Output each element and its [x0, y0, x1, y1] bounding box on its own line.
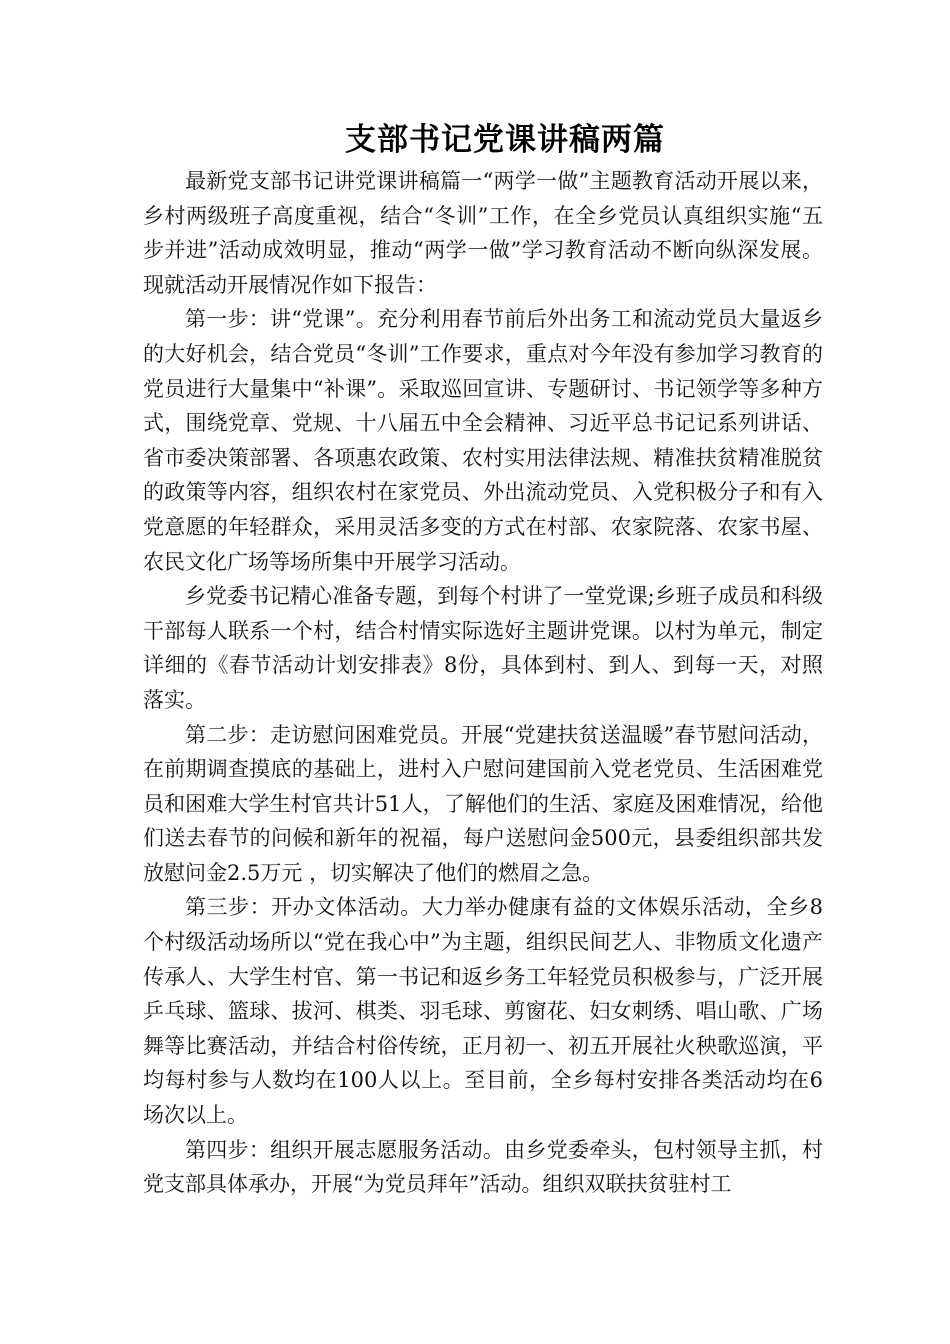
document-title: 支部书记党课讲稿两篇	[345, 122, 665, 158]
document-body	[143, 164, 823, 1202]
paragraph-party-lecture: 乡党委书记精心准备专题，到每个村讲了一堂党课;乡班子成员和科级干部每人联系一个村，结合村情实际选好主题讲党课。以村为单元，制定详细的《春节活动计划安排表》8份，具体到村、到人、到每一天，对照落实。	[143, 584, 823, 712]
paragraph-step-one: 第一步：讲“党课”。充分利用春节前后外出务工和流动党员大量返乡的大好机会，结合党员“冬训”工作要求，重点对今年没有参加学习教育的党员进行大量集中“补课”。采取巡回宣讲、专题研讨、书记领学等多种方式，围绕党章、党规、十八届五中全会精神、习近平总书记记系列讲话、省市委决策部署、各项惠农政策、农村实用法律法规、精准扶贫精准脱贫的政策等内容，组织农村在家党员、外出流动党员、入党积极分子和有入党意愿的年轻群众，采用灵活多变的方式在村部、农家院落、农家书屋、农民文化广场等场所集中开展学习活动。	[143, 307, 823, 574]
paragraph-step-two: 第二步：走访慰问困难党员。开展“党建扶贫送温暖”春节慰问活动，在前期调查摸底的基础上，进村入户慰问建国前入党老党员、生活困难党员和困难大学生村官共计51人，了解他们的生活、家庭及困难情况，给他们送去春节的问候和新年的祝福，每户送慰问金500元，县委组织部共发放慰问金2.5万元 ，切实解决了他们的燃眉之急。	[143, 722, 823, 885]
paragraph-step-three: 第三步：开办文体活动。大力举办健康有益的文体娱乐活动，全乡8个村级活动场所以“党在我心中”为主题，组织民间艺人、非物质文化遗产传承人、大学生村官、第一书记和返乡务工年轻党员积极参与，广泛开展乒乓球、篮球、拔河、棋类、羽毛球、剪窗花、妇女刺绣、唱山歌、广场舞等比赛活动，并结合村俗传统，正月初一、初五开展社火秧歌巡演，平均每村参与人数均在100人以上。至目前，全乡每村安排各类活动均在6场次以上。	[143, 895, 823, 1128]
paragraph-intro: 最新党支部书记讲党课讲稿篇一“两学一做”主题教育活动开展以来，乡村两级班子高度重视，结合“冬训”工作，在全乡党员认真组织实施“五步并进”活动成效明显，推动“两学一做”学习教育活动不断向纵深发展。现就活动开展情况作如下报告：	[143, 169, 823, 297]
paragraph-step-four: 第四步：组织开展志愿服务活动。由乡党委牵头，包村领导主抓，村党支部具体承办，开展“为党员拜年”活动。组织双联扶贫驻村工	[143, 1137, 823, 1197]
